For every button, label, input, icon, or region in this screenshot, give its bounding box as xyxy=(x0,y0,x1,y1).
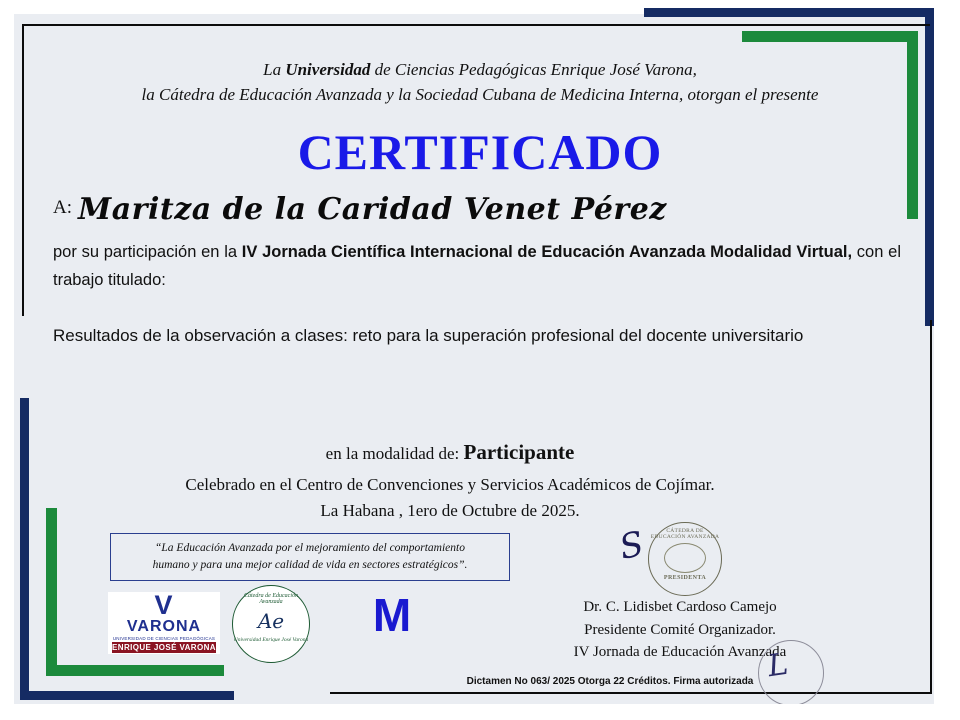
catedra-logo xyxy=(232,585,310,663)
seal-bottom-text: PRESIDENTA xyxy=(663,575,707,581)
header-line1-prefix: La xyxy=(263,60,286,79)
varona-name-bar: ENRIQUE JOSÉ VARONA xyxy=(112,642,216,652)
seal-circle-icon xyxy=(648,522,722,596)
page-title: CERTIFICADO xyxy=(297,124,663,180)
president-seal xyxy=(616,522,738,598)
place-line: Celebrado en el Centro de Convenciones y Servicios Académicos de Cojímar. xyxy=(185,475,715,494)
varona-mark-icon: V xyxy=(154,590,174,620)
participation-suffix: con el trabajo titulado: xyxy=(53,243,901,290)
page-margin-right xyxy=(934,0,960,720)
quote-box xyxy=(110,533,510,581)
seal-top-text: CÁTEDRA DE EDUCACIÓN AVANZADA xyxy=(650,528,720,540)
participation-paragraph xyxy=(53,238,901,295)
signatory-org: IV Jornada de Educación Avanzada xyxy=(573,644,787,660)
recipient-name: Maritza de la Caridad Venet Pérez xyxy=(78,192,667,227)
secondary-seal-signature-icon: L xyxy=(765,646,791,685)
modality-row xyxy=(0,440,900,465)
certificate-header xyxy=(60,58,900,107)
seal-signature-icon: S xyxy=(616,524,648,568)
catedra-logo-monogram-icon: Ae xyxy=(257,609,285,633)
date-line: La Habana , 1ero de Octubre de 2025. xyxy=(320,500,580,520)
modality-value: Participante xyxy=(463,440,575,464)
page-margin-bottom xyxy=(0,704,960,720)
header-line-2: la Cátedra de Educación Avanzada y la Sociedad Cubana de Medicina Interna, otorgan el presente xyxy=(141,84,819,104)
catedra-logo-bottom-text: Universidad Enrique José Varona xyxy=(233,637,309,643)
secondary-seal xyxy=(758,640,836,706)
place-and-date xyxy=(0,472,900,523)
recipient-row xyxy=(53,192,913,227)
signatory-name: Dr. C. Lidisbet Cardoso Camejo xyxy=(583,599,777,615)
medicina-interna-logo xyxy=(352,589,432,650)
header-line1-strong: Universidad xyxy=(285,60,371,79)
varona-wordmark: VARONA xyxy=(126,618,202,635)
event-name: IV Jornada Científica Internacional de Educación Avanzada Modalidad Virtual, xyxy=(241,243,853,261)
catedra-logo-top-text: Cátedra de Educación Avanzada xyxy=(244,593,298,605)
work-title: Resultados de la observación a clases: reto para la superación profesional del docente universitario xyxy=(53,326,804,345)
quote-line-2: humano y para una mejor calidad de vida en sectores estratégicos”. xyxy=(152,559,468,572)
seal-inner-ring-icon xyxy=(664,543,706,573)
footer-note: Dictamen No 063/ 2025 Otorga 22 Créditos. Firma autorizada xyxy=(466,676,754,687)
varona-logo xyxy=(108,592,220,654)
varona-subtitle: UNIVERSIDAD DE CIENCIAS PEDAGÓGICAS xyxy=(112,635,216,641)
quote-line-1: “La Educación Avanzada por el mejoramiento del comportamiento xyxy=(155,542,465,554)
participation-prefix: por su participación en la xyxy=(53,243,242,261)
recipient-label: A: xyxy=(53,197,72,218)
signatory-role: Presidente Comité Organizador. xyxy=(584,621,776,638)
header-line1-suffix: de Ciencias Pedagógicas Enrique José Varona, xyxy=(370,60,697,79)
header-line-1 xyxy=(60,58,900,83)
modality-label: en la modalidad de: xyxy=(325,444,460,463)
medicina-mark-icon: M xyxy=(372,589,412,641)
